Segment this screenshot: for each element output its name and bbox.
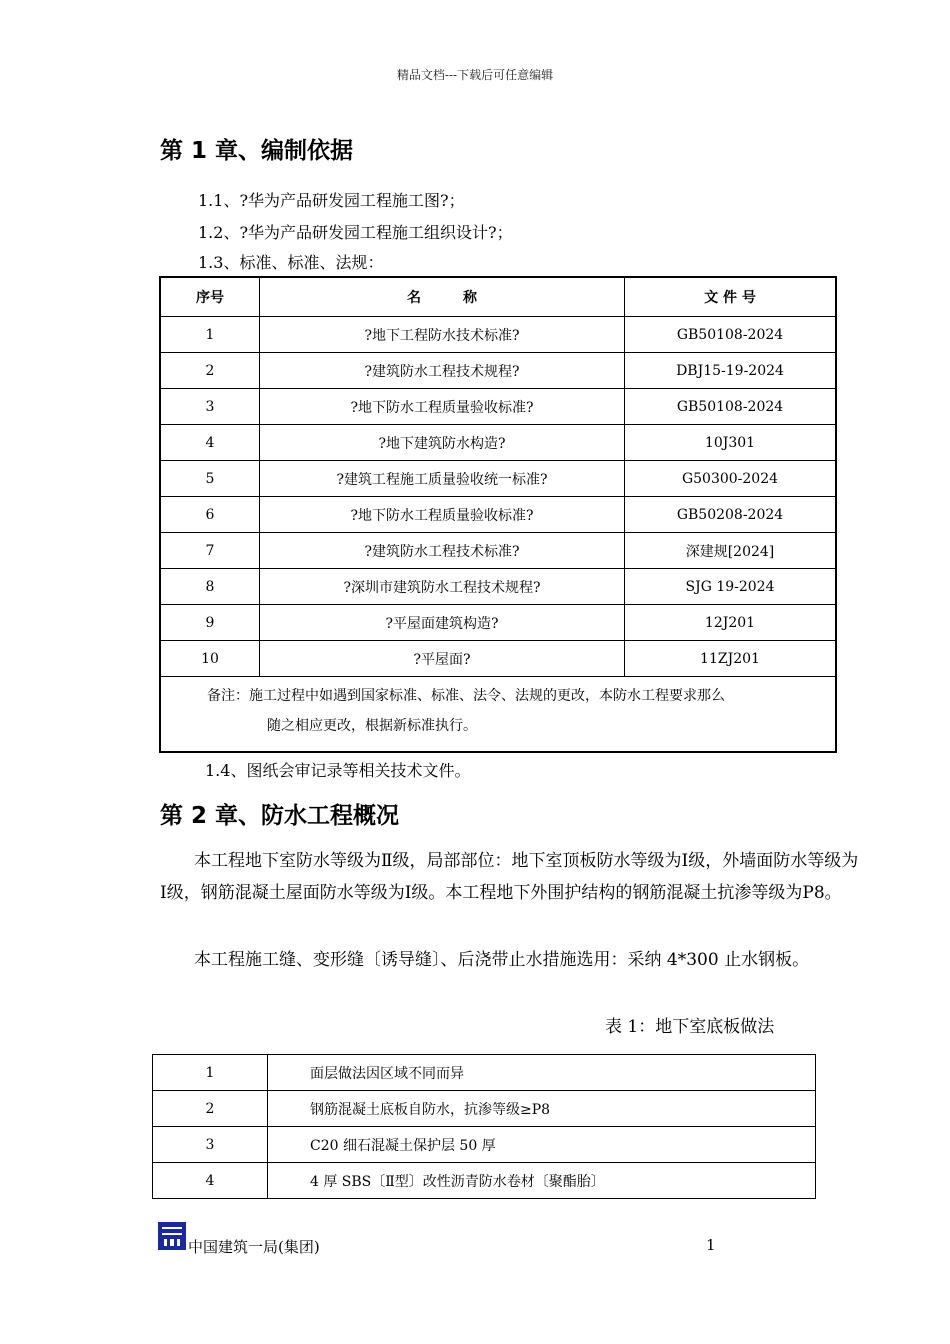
row-no: 6 [160,497,260,533]
table-note-line-1: 备注：施工过程中如遇到国家标准、标准、法令、法规的更改，本防水工程要求那么 [207,688,725,704]
row-doc-no: 12J201 [625,605,837,641]
table-row [153,1055,816,1091]
table-row [153,1091,816,1127]
footer-organization: 中国建筑一局(集团) [188,1238,320,1256]
page-header: 精品文档---下载后可任意编辑 [396,68,554,82]
row-no: 1 [160,317,260,353]
row-no: 3 [160,389,260,425]
row-doc-no: GB50108-2024 [625,317,837,353]
overview-paragraph-2: 本工程施工缝、变形缝〔诱导缝〕、后浇带止水措施选用：采纳 4*300 止水钢板。 [194,950,810,970]
table-row [160,425,836,461]
row-name: ?地下防水工程质量验收标准? [260,389,625,425]
row-no: 2 [153,1091,268,1127]
col-header-name: 名 称 [260,277,625,317]
basis-item-2: 1.2、?华为产品研发园工程施工组织设计?； [198,223,513,242]
row-desc: 4 厚 SBS〔Ⅱ型〕改性沥青防水卷材〔聚酯胎〕 [268,1163,816,1199]
row-name: ?平屋面建筑构造? [260,605,625,641]
row-name: ?地下工程防水技术标准? [260,317,625,353]
table-note-line-2: 随之相应更改，根据新标准执行。 [267,718,477,734]
row-doc-no: GB50208-2024 [625,497,837,533]
row-name: ?地下建筑防水构造? [260,425,625,461]
row-doc-no: 深建规[2024] [625,533,837,569]
table-row [160,317,836,353]
basis-item-4: 1.4、图纸会审记录等相关技术文件。 [205,761,471,780]
row-no: 10 [160,641,260,677]
table-row [160,461,836,497]
table-row [160,641,836,677]
basement-floor-table [152,1054,816,1199]
table-caption: 表 1：地下室底板做法 [605,1017,775,1037]
row-no: 1 [153,1055,268,1091]
table-row [160,353,836,389]
row-name: ?建筑防水工程技术标准? [260,533,625,569]
row-no: 4 [153,1163,268,1199]
table-header-row [160,277,836,317]
table-note-row [160,677,836,753]
row-desc: 面层做法因区域不同而异 [268,1055,816,1091]
row-desc: C20 细石混凝土保护层 50 厚 [268,1127,816,1163]
chapter1-title: 第 1 章、编制依据 [160,138,354,164]
basis-item-3: 1.3、标准、标准、法规： [198,253,384,272]
row-doc-no: 11ZJ201 [625,641,837,677]
row-doc-no: DBJ15-19-2024 [625,353,837,389]
row-name: ?地下防水工程质量验收标准? [260,497,625,533]
table-row [160,389,836,425]
row-no: 3 [153,1127,268,1163]
row-no: 4 [160,425,260,461]
row-name: ?建筑防水工程技术规程? [260,353,625,389]
row-no: 2 [160,353,260,389]
standards-table [159,276,837,753]
table-row [160,497,836,533]
row-name: ?建筑工程施工质量验收统一标准? [260,461,625,497]
table-row [160,569,836,605]
row-doc-no: GB50108-2024 [625,389,837,425]
col-header-no: 序号 [160,277,260,317]
basis-item-1: 1.1、?华为产品研发园工程施工图?； [198,191,465,210]
row-doc-no: 10J301 [625,425,837,461]
col-header-doc-no: 文 件 号 [625,277,837,317]
row-no: 8 [160,569,260,605]
row-name: ?深圳市建筑防水工程技术规程? [260,569,625,605]
row-no: 7 [160,533,260,569]
row-no: 5 [160,461,260,497]
table-row [160,605,836,641]
row-name: ?平屋面? [260,641,625,677]
page-number: 1 [706,1236,716,1254]
row-doc-no: G50300-2024 [625,461,837,497]
table-row [153,1163,816,1199]
cscec-logo-icon [158,1222,186,1250]
chapter2-title: 第 2 章、防水工程概况 [160,803,400,829]
row-no: 9 [160,605,260,641]
row-desc: 钢筋混凝土底板自防水，抗渗等级≥P8 [268,1091,816,1127]
row-doc-no: SJG 19-2024 [625,569,837,605]
table-row [153,1127,816,1163]
table-row [160,533,836,569]
overview-paragraph-1: 本工程地下室防水等级为Ⅱ级，局部部位：地下室顶板防水等级为Ⅰ级，外墙面防水等级为Ⅰ级，钢筋混凝土屋面防水等级为Ⅰ级。本工程地下外围护结构的钢筋混凝土抗渗等级为P8。 [160,851,859,903]
table-note [160,677,836,753]
